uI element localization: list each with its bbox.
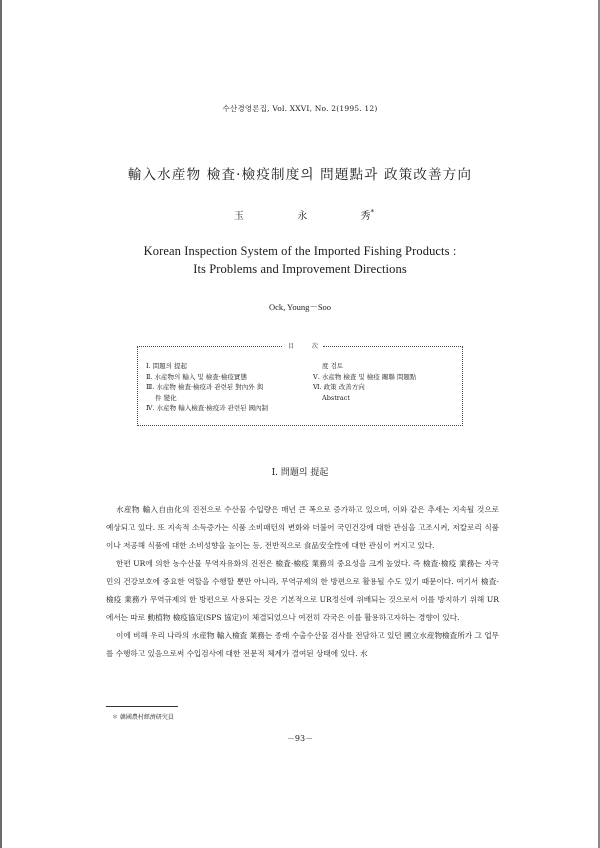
page-number: －93－ [286,734,314,743]
toc-item: Ⅲ. 水産物 檢査·檢疫과 관련된 對內外 與 [146,383,264,391]
paragraph: 水産物 輸入自由化의 진전으로 수산물 수입량은 매년 큰 폭으로 증가하고 있으며, 이와 같은 추세는 지속될 것으로 예상되고 있다. 또 지속적 소득증가는 식품 소비패턴의 변화와 더불어 국민건강에 대한 관심을 고조시켜, 저칼로리 식품이나 저공해 식품에 대한 소비성향을 높이는 등, 전반적으로 食品安全性에 대한 관심이 커지고 있다. [106,505,499,550]
paragraph: 한편 UR에 의한 농수산물 무역자유화의 진전은 檢査·檢疫 業務의 중요성을 크게 높였다. 즉 檢査·檢疫 業務는 자국민의 건강보호에 중요한 역할을 수행할 뿐만 아니라, 무역규제의 한 방편으로 활용될 수도 있기 때문이다. 여기서 檢査·檢疫 業務가 무역규제의 한 방편으로 사용되는 것은 기본적으로 UR정신에 위배되는 것으로서 이를 방지하기 위해 UR에서는 따로 動植物 檢疫協定(SPS 協定)이 체결되었으나 여전히 각국은 이를 활용하고자하는 경향이 있다. [106,559,500,622]
toc-top-rule-left [137,346,282,347]
author-char-2: 永 [297,211,308,222]
toc-item: Ⅰ. 問題의 提起 [146,362,188,370]
page-edge-left [0,0,2,848]
footnote-rule [106,706,178,707]
author-footnote-mark: * [370,208,374,217]
paragraph: 이에 비해 우리 나라의 水産物 輸入檢査 業務는 종래 수출수산물 검사를 전담하고 있던 國立水産物檢査所가 그 업무를 수행하고 있음으로써 수입검사에 대한 전문적 체계가 결여된 상태에 있다. 水 [106,631,499,658]
toc-item: Abstract [322,393,351,402]
toc-heading-char-1: 目 [288,343,295,350]
toc-item: Ⅴ. 水産物 檢査 및 檢疫 關聯 問題點 [313,372,417,381]
table-of-contents [137,343,463,426]
author-char-3: 秀* [360,208,374,222]
toc-item-continuation: 度 검토 [322,362,344,370]
journal-citation: 수산경영론집, Vol. XXVI, No. 2(1995. 12) [222,104,378,113]
author-english: Ock, Young－Soo [268,302,332,312]
toc-right-border [462,346,463,426]
toc-bottom-rule [137,425,463,426]
toc-heading [288,341,318,350]
toc-left-column [146,361,306,414]
author-korean [234,207,374,222]
section-heading: Ⅰ. 問題의 提起 [271,468,329,478]
author-char-1: 玉 [234,211,244,222]
toc-heading-char-2: 次 [311,343,318,350]
toc-top-rule-right [323,346,463,347]
toc-right-column [313,361,458,403]
toc-item: Ⅵ. 政策 改善方向 [313,383,365,391]
toc-item: Ⅱ. 水産物의 輸入 및 檢査·檢疫實態 [146,372,247,381]
toc-item-continuation: 件 變化 [155,393,177,402]
toc-left-border [137,346,138,426]
footnote: ＊ 韓國農村經濟研究員 [112,714,174,721]
paper-title-english-line2: Its Problems and Improvement Directions [193,262,407,276]
paper-title-english-line1: Korean Inspection System of the Imported Fishing Products : [143,244,457,258]
paper-title-korean: 輸入水産物 檢査·檢疫制度의 問題點과 政策改善方向 [127,167,473,183]
body-text [106,501,499,663]
toc-item: Ⅳ. 水産物 輸入檢査·檢疫과 관련된 國內制 [146,404,269,412]
